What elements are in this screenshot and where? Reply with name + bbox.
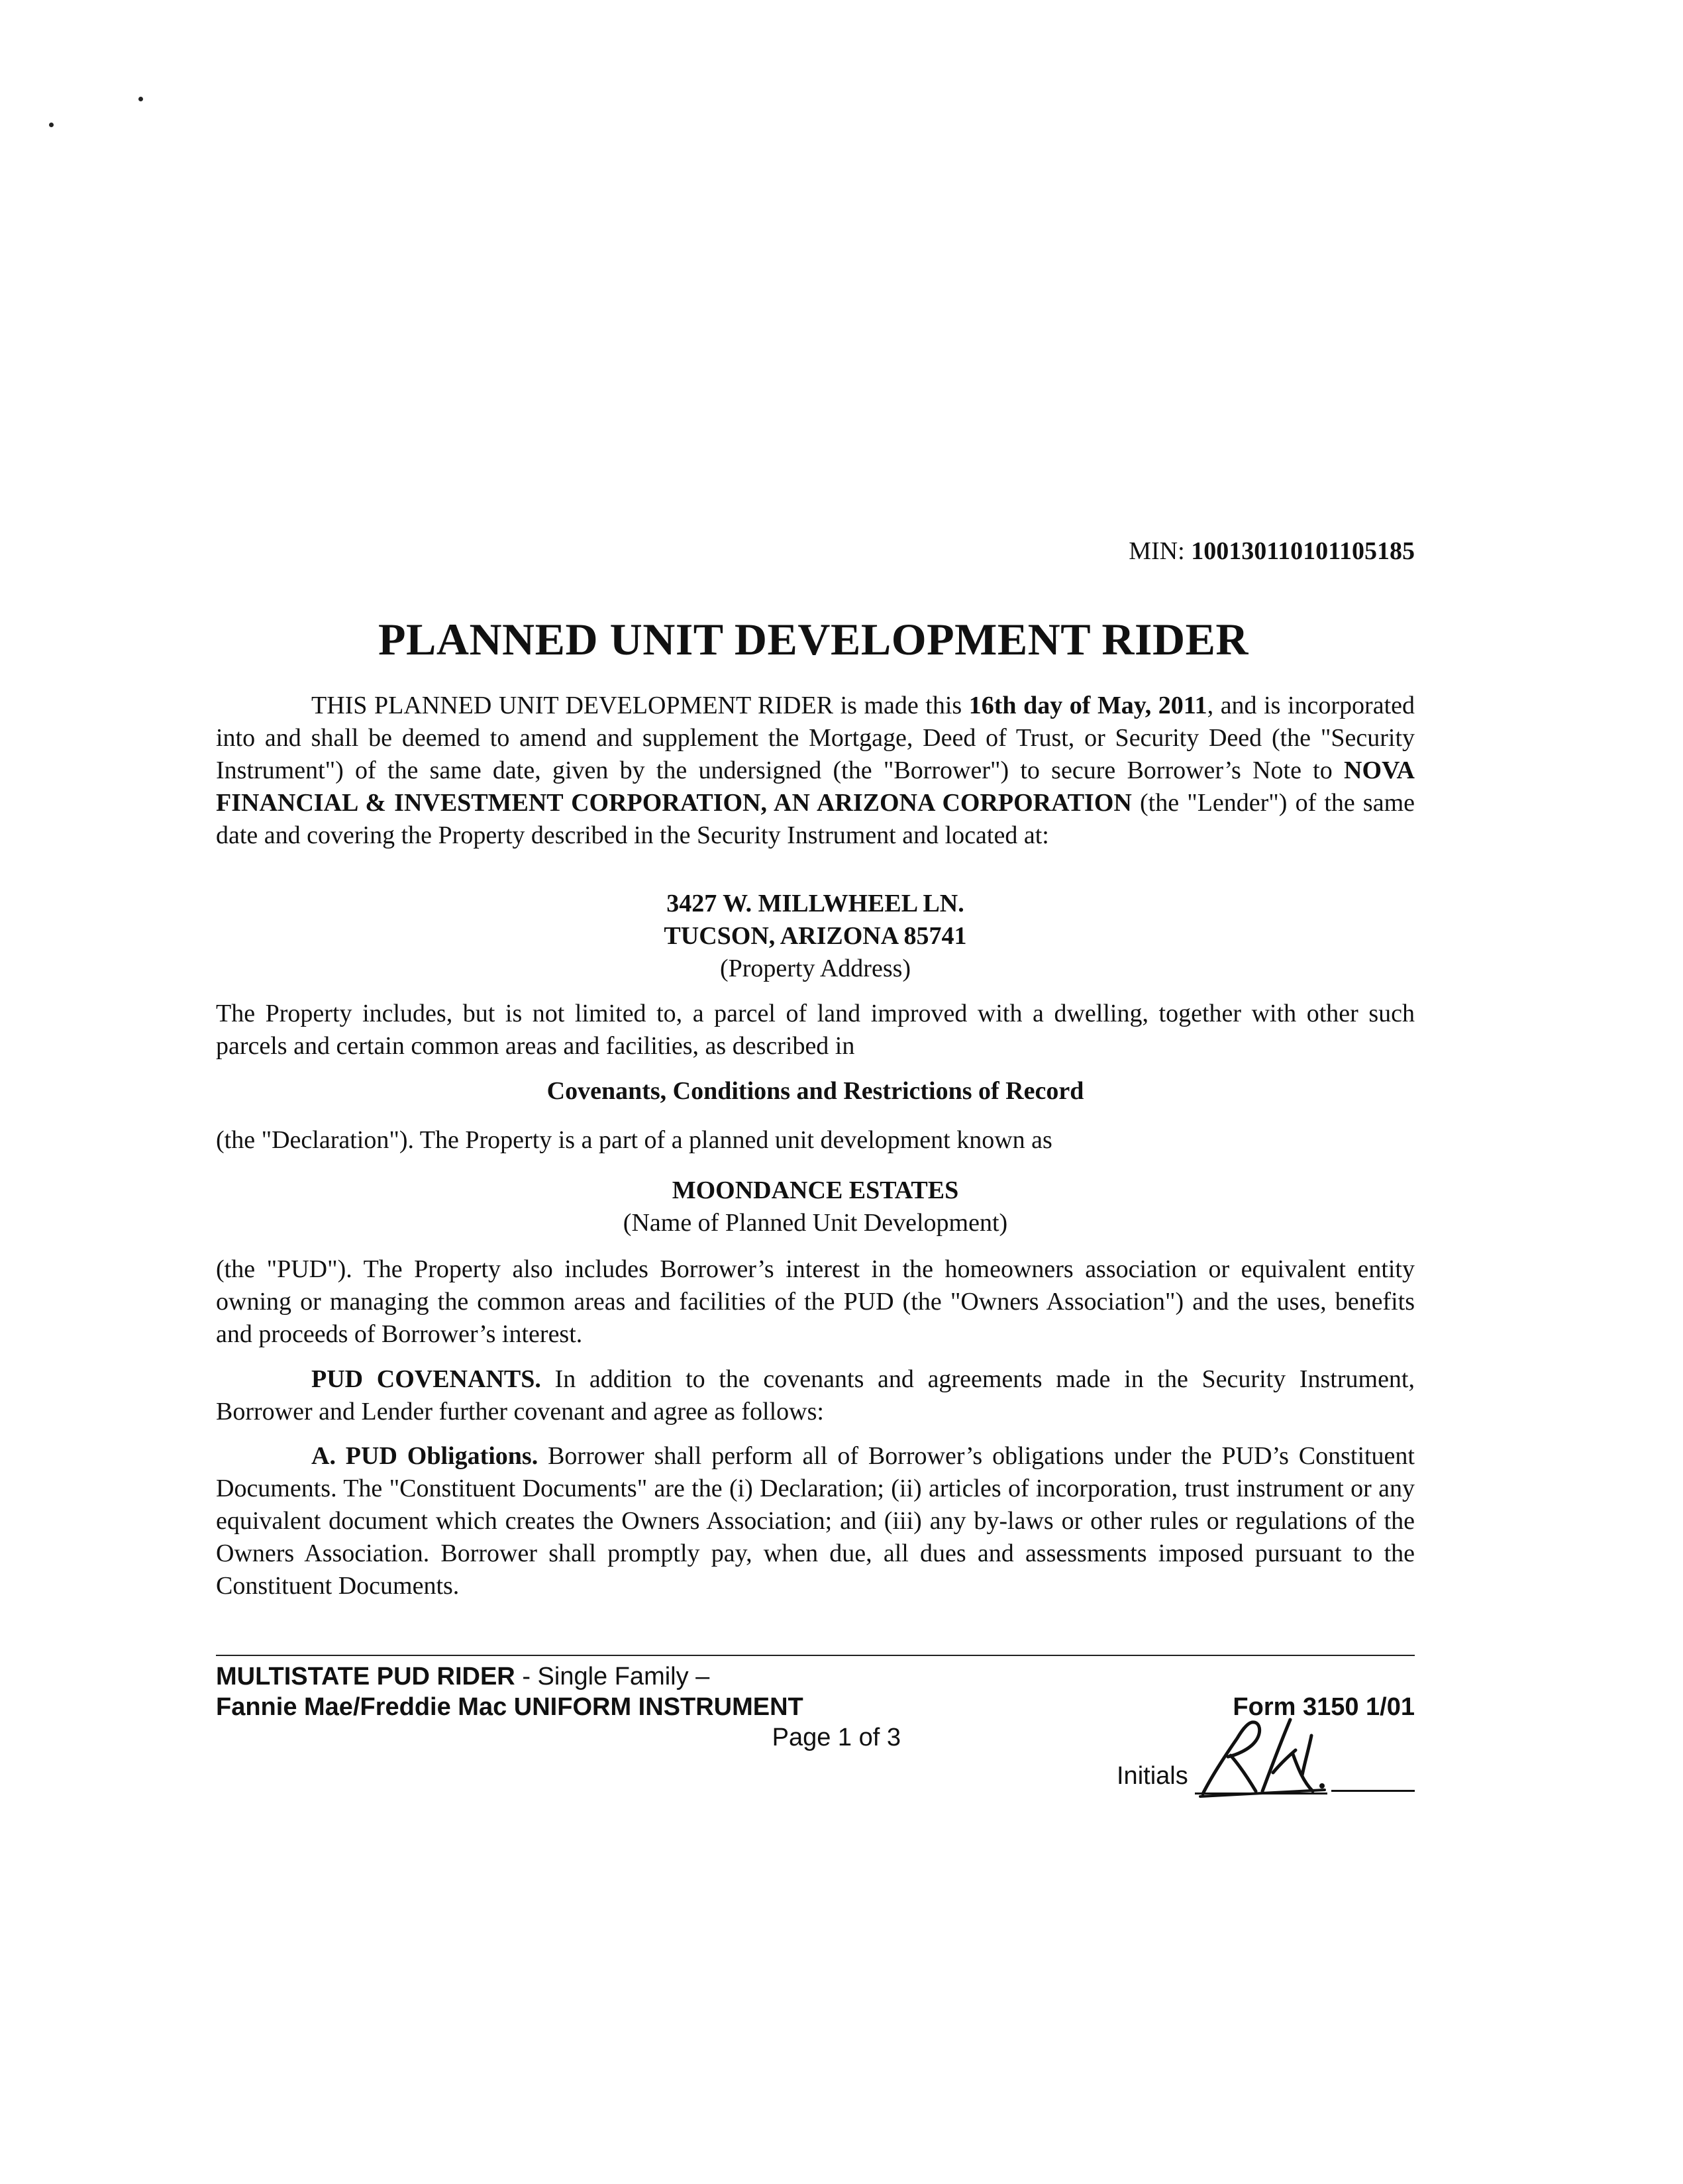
initials-signature	[1199, 1709, 1331, 1803]
footer-instrument: Fannie Mae/Freddie Mac UNIFORM INSTRUMENT	[216, 1693, 803, 1721]
initials-label: Initials	[1117, 1762, 1188, 1790]
rider-date: 16th day of May, 2011	[968, 692, 1207, 719]
pud-name-caption: (Name of Planned Unit Development)	[623, 1209, 1008, 1237]
address-line-1: 3427 W. MILLWHEEL LN.	[666, 890, 964, 917]
footer-divider	[216, 1655, 1415, 1656]
min-number: 100130110101105185	[1191, 537, 1415, 565]
initials-signature-line	[1195, 1793, 1327, 1794]
pud-name: MOONDANCE ESTATES	[672, 1176, 959, 1204]
property-includes-paragraph: The Property includes, but is not limited to, a parcel of land improved with a dwelling, together with other such parcels and certain common areas and facilities, as described in	[216, 1000, 1415, 1060]
scan-speck	[138, 97, 143, 101]
min-number-line	[795, 537, 1415, 566]
form-number: Form 3150 1/01	[1233, 1693, 1415, 1721]
lender-name: NOVA FINANCIAL & INVESTMENT CORPORATION, AN ARIZONA CORPORATION	[216, 756, 1415, 817]
initials-blank-line	[1331, 1790, 1415, 1792]
section-a-text: Borrower shall perform all of Borrower’s obligations under the PUD’s Constituent Documents. The "Constituent Documents" are the (i) Declaration; (ii) articles of incorporation, trust instrument or any equivalent document which creates the Owners Association; and (iii) any by-laws or other rules or regulations of the Owners Association. Borrower shall promptly pay, when due, all dues and assessments imposed pursuant to the Constituent Documents.	[216, 1442, 1415, 1600]
covenants-heading: PUD COVENANTS.	[311, 1365, 541, 1393]
address-caption: (Property Address)	[719, 955, 911, 982]
section-a-heading: A. PUD Obligations.	[311, 1442, 538, 1470]
address-line-2: TUCSON, ARIZONA 85741	[664, 922, 967, 950]
document-title: PLANNED UNIT DEVELOPMENT RIDER	[378, 614, 1249, 664]
pud-paragraph: (the "PUD"). The Property also includes Borrower’s interest in the homeowners association or equivalent entity owning or managing the common areas and facilities of the PUD (the "Owners Association") and the uses, benefits and proceeds of Borrower’s interest.	[216, 1255, 1415, 1348]
pud-covenants-paragraph	[216, 1363, 1415, 1428]
intro-text-3: (the "Lender") of the same date and covering the Property described in the Security Instrument and located at:	[216, 789, 1415, 849]
footer-rider-title: MULTISTATE PUD RIDER	[216, 1663, 515, 1690]
section-a-paragraph	[216, 1440, 1415, 1602]
footer-left	[216, 1661, 803, 1722]
intro-text-1: THIS PLANNED UNIT DEVELOPMENT RIDER is made this	[311, 692, 969, 719]
declaration-paragraph: (the "Declaration"). The Property is a part of a planned unit development known as	[216, 1126, 1052, 1154]
property-address	[216, 888, 1415, 985]
scan-speck	[49, 123, 54, 127]
intro-paragraph	[216, 690, 1415, 852]
pud-name-block	[216, 1174, 1415, 1239]
footer-rider-subtitle: - Single Family –	[515, 1663, 710, 1690]
covenants-text: In addition to the covenants and agreements made in the Security Instrument, Borrower and Lender further covenant and agree as follows:	[216, 1365, 1415, 1426]
page-number: Page 1 of 3	[772, 1724, 901, 1751]
intro-text-2: , and is incorporated into and shall be deemed to amend and supplement the Mortgage, Deed of Trust, or Security Deed (the "Security Instrument") of the same date, given by the undersigned (the "Borrower") to secure Borrower’s Note to	[216, 692, 1415, 784]
declaration-title: Covenants, Conditions and Restrictions of Record	[546, 1077, 1084, 1105]
min-label: MIN:	[1129, 537, 1185, 565]
footer-rider-line	[216, 1661, 803, 1692]
